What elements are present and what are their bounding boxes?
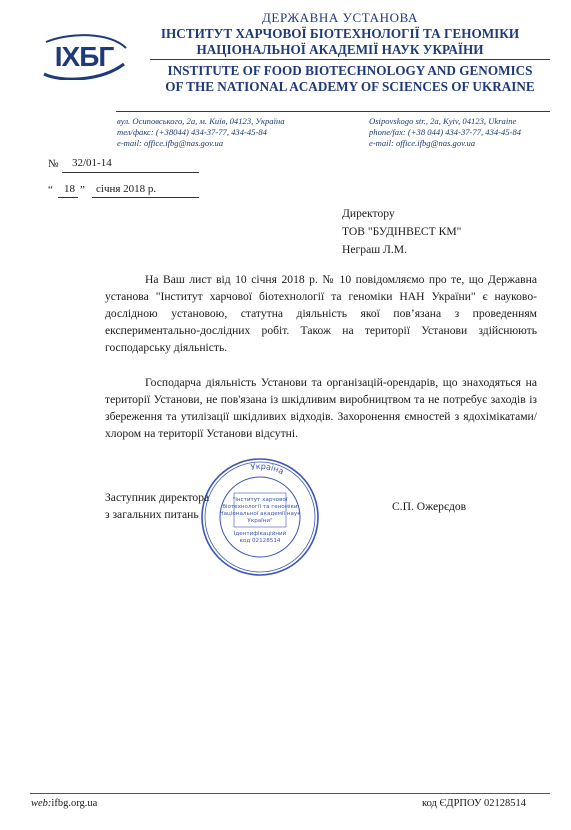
footer-website [31, 798, 97, 809]
body-paragraph-2: Господарча діяльність Установи та організацій-орендарів, що знаходяться на території Установи, не пов'язана із шкідливим виробництвом та не потребує заходів із збереження та утилізації шкідливих відходів. Захоронення ємностей з ядохімікатами/хлором на території Установи відсутні. [105, 376, 537, 440]
address-en-line: phone/fax: (+38 044) 434-37-77, 434-45-84 [369, 127, 522, 137]
signatory-position [105, 489, 209, 523]
header-ua-line1: ДЕРЖАВНА УСТАНОВА [261, 10, 419, 25]
address-ua-line: e-mail: office.ifbg@nas.gov.ua [117, 138, 224, 148]
stamp-center-line: біотехнології та геноміки [222, 504, 298, 510]
address-en-line: Osipovskogo str., 2a, Kyiv, 04123, Ukraine [369, 116, 517, 126]
reg-number-label: № [48, 158, 59, 170]
institute-logo [40, 34, 128, 80]
stamp-code-label: Ідентифікаційний [233, 531, 287, 537]
header-en-line1: INSTITUTE OF FOOD BIOTECHNOLOGY AND GENOMICS [167, 63, 533, 78]
address-ua [117, 116, 285, 149]
date-quote-close: ” [80, 184, 85, 196]
address-ua-line: тел/факс: (+38044) 434-37-77, 434-45-84 [117, 127, 267, 137]
stamp-center-line: України" [247, 518, 273, 524]
address-en [369, 116, 521, 149]
stamp-code: код 02128514 [239, 538, 281, 544]
address-ua-line: вул. Осиповського, 2а, м. Київ, 04123, Україна [117, 116, 285, 126]
stamp-ring-text [250, 462, 285, 476]
addressee-line3: Неграш Л.М. [342, 243, 408, 256]
footer-web-label: web: [31, 798, 52, 809]
address-en-line: e-mail: office.ifbg@nas.gov.ua [369, 138, 476, 148]
date-day-underline [58, 197, 78, 198]
addressee-line2: ТОВ "БУДІНВЕСТ КМ" [342, 225, 462, 238]
header-en-line2: OF THE NATIONAL ACADEMY OF SCIENCES OF UKRAINE [165, 79, 535, 94]
body-paragraph-1: На Ваш лист від 10 січня 2018 р. № 10 повідомляємо про те, що Державна установа "Інститут харчової біотехнології та геноміки НАН України" є науково-дослідною установою, статутна діяльність якої пов’язана з проведенням експериментально-дослідних робіт. Також на території Установи здійснюють господарську діяльність. [105, 273, 537, 354]
stamp-center-line: "Інститут харчової [232, 497, 288, 503]
footer-edrpou: код ЄДРПОУ 02128514 [422, 798, 527, 809]
signatory-position-line2: з загальних питань [105, 508, 199, 521]
date-day: 18 [64, 183, 75, 195]
reg-number: 32/01-14 [72, 157, 112, 169]
signatory-position-line1: Заступник директора [105, 491, 210, 504]
stamp-ring-textpath: Україна [250, 461, 286, 477]
signatory-name: С.П. Ожерєдов [392, 500, 467, 513]
addressee-line1: Директору [342, 207, 395, 220]
reg-number-underline [62, 172, 199, 173]
footer-web-url: ifbg.org.ua [51, 798, 98, 809]
date-quote-open: “ [48, 184, 53, 196]
logo-text: ІХБГ [54, 41, 114, 72]
header-divider [150, 59, 550, 60]
footer-divider [30, 793, 550, 794]
header-ua-line3: НАЦІОНАЛЬНОЇ АКАДЕМІЇ НАУК УКРАЇНИ [196, 42, 484, 57]
date-month-underline [92, 197, 199, 198]
official-stamp [198, 455, 322, 579]
stamp-center-line: Національної академії наук [219, 511, 301, 517]
header-ua-line2: ІНСТИТУТ ХАРЧОВОЇ БІОТЕХНОЛОГІЇ ТА ГЕНОМІКИ [160, 26, 520, 41]
header-divider-2 [116, 111, 550, 112]
date-month-year: січня 2018 р. [96, 183, 157, 195]
